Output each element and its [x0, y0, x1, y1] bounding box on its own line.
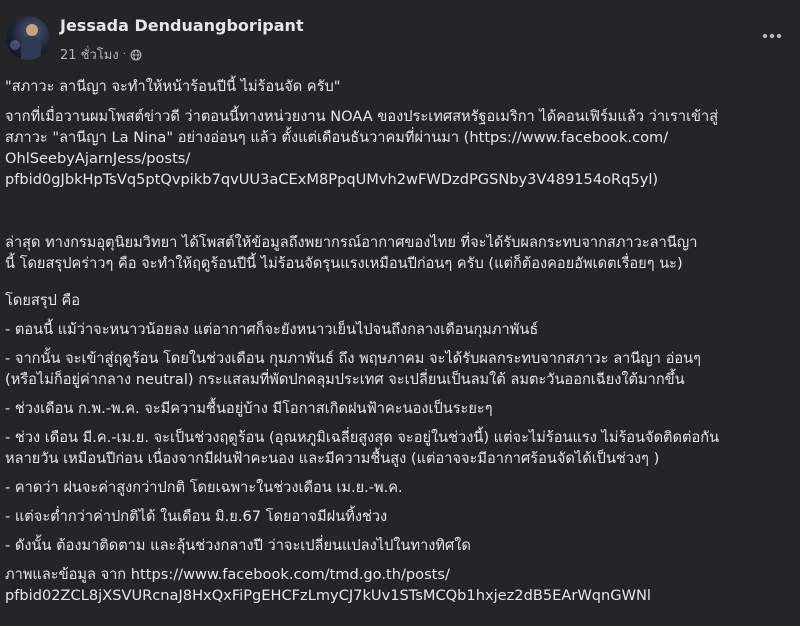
bullet-item [5, 427, 719, 469]
bullet-text: - ดังนั้น ต้องมาติดตาม และลุ้นช่วงกลางปี ว่าจะเปลี่ยนแปลงไปในทางทิศใด [5, 537, 471, 554]
more-horizontal-icon [762, 33, 782, 39]
author-avatar[interactable] [6, 16, 50, 60]
more-options-button[interactable] [758, 22, 786, 50]
avatar-background [10, 40, 20, 50]
bullet-item [5, 477, 403, 498]
paragraph-line: สภาวะ "ลานีญา La Nina" อย่างอ่อนๆ แล้ว ตั้งแต่เดือนธันวาคมที่ผ่านมา (https://www.facebook.com/ [5, 129, 669, 146]
post-headline [5, 76, 340, 97]
post-header [0, 0, 800, 70]
bullet-item [5, 348, 701, 390]
avatar-figure [21, 36, 41, 60]
author-name[interactable]: Jessada Denduangboripant [60, 16, 304, 35]
post-meta [60, 44, 142, 65]
source-link[interactable]: pfbid02ZCL8jXSVURcnaJ8HxQxFiPgEHCFzLmyCJ7kUv1STsMCQb1hxjez2dB5EArWqnGWNl [5, 587, 651, 604]
meta-separator: · [122, 49, 126, 60]
paragraph-line: ล่าสุด ทางกรมอุตุนิยมวิทยา ได้โพสต์ให้ข้อมูลถึงพยากรณ์อากาศของไทย ที่จะได้รับผลกระทบจากสภาวะลานีญา [5, 234, 698, 251]
post-link[interactable]: pfbid0gJbkHpTsVq5ptQvpikb7qvUU3aCExM8PpqUMvh2wFWDzdPGSNby3V489154oRq5yl) [5, 171, 659, 188]
bullet-text: - ตอนนี้ แม้ว่าจะหนาวน้อยลง แต่อากาศก็จะยังหนาวเย็นไปจนถึงกลางเดือนกุมภาพันธ์ [5, 321, 539, 338]
bullet-text: - ช่วงเดือน ก.พ.-พ.ค. จะมีความชื้นอยู่บ้าง มีโอกาสเกิดฝนฟ้าคะนองเป็นระยะๆ [5, 400, 493, 417]
post-link[interactable]: OhlSeebyAjarnJess/posts/ [5, 150, 191, 167]
bullet-text: - แต่จะต่ำกว่าค่าปกติได้ ในเดือน มิ.ย.67 โดยอาจมีฝนทิ้งช่วง [5, 508, 388, 525]
paragraph-noaa [5, 106, 718, 190]
paragraph-line: จากที่เมื่อวานผมโพสต์ข่าวดี ว่าตอนนี้ทางหน่วยงาน NOAA ของประเทศสหรัฐอเมริกา ได้คอนเฟิร์มแล้ว ว่าเราเข้าสู่ [5, 108, 719, 125]
bullet-text: (หรือไม่ก็อยู่ค่ากลาง neutral) กระแสลมที่พัดปกคลุมประเทศ จะเปลี่ยนเป็นลมใต้ ลมตะวันออกเฉียงใต้มากขึ้น [5, 371, 685, 388]
bullet-item [5, 398, 493, 419]
bullet-text: - คาดว่า ฝนจะค่าสูงกว่าปกติ โดยเฉพาะในช่วงเดือน เม.ย.-พ.ค. [5, 479, 403, 496]
bullet-item [5, 319, 538, 340]
summary-heading [5, 290, 80, 311]
bullet-text: หลายวัน เหมือนปีก่อน เนื่องจากมีฝนฟ้าคะนอง และมีความชื้นสูง (แต่อาจจะมีอากาศร้อนจัดได้เป็นช่วงๆ ) [5, 450, 660, 467]
headline-text: "สภาวะ ลานีญา จะทำให้หน้าร้อนปีนี้ ไม่ร้อนจัด ครับ" [5, 78, 341, 95]
globe-icon[interactable] [130, 49, 142, 61]
bullet-text: - จากนั้น จะเข้าสู่ฤดูร้อน โดยในช่วงเดือน กุมภาพันธ์ ถึง พฤษภาคม จะได้รับผลกระทบจากสภาวะ ลานีญา อ่อนๆ [5, 350, 701, 367]
bullet-item [5, 535, 471, 556]
source-credit [5, 564, 651, 606]
summary-text: โดยสรุป คือ [5, 292, 81, 309]
bullet-text: - ช่วง เดือน มี.ค.-เม.ย. จะเป็นช่วงฤดูร้อน (อุณหภูมิเฉลี่ยสูงสุด จะอยู่ในช่วงนี้) แต่จะไม่ร้อนแรง ไม่ร้อนจัดติดต่อกัน [5, 429, 720, 446]
avatar-head [26, 24, 38, 36]
post-timestamp[interactable]: 21 ชั่วโมง [60, 48, 119, 63]
bullet-item [5, 506, 387, 527]
source-text[interactable]: ภาพและข้อมูล จาก https://www.facebook.com/tmd.go.th/posts/ [5, 566, 450, 583]
paragraph-line: นี้ โดยสรุปคร่าวๆ คือ จะทำให้ฤดูร้อนปีนี้ ไม่ร้อนจัดรุนแรงเหมือนปีก่อนๆ ครับ (แต่ก็ต้องคอยอัพเดตเรื่อยๆ นะ) [5, 255, 683, 272]
paragraph-tmd [5, 232, 697, 274]
